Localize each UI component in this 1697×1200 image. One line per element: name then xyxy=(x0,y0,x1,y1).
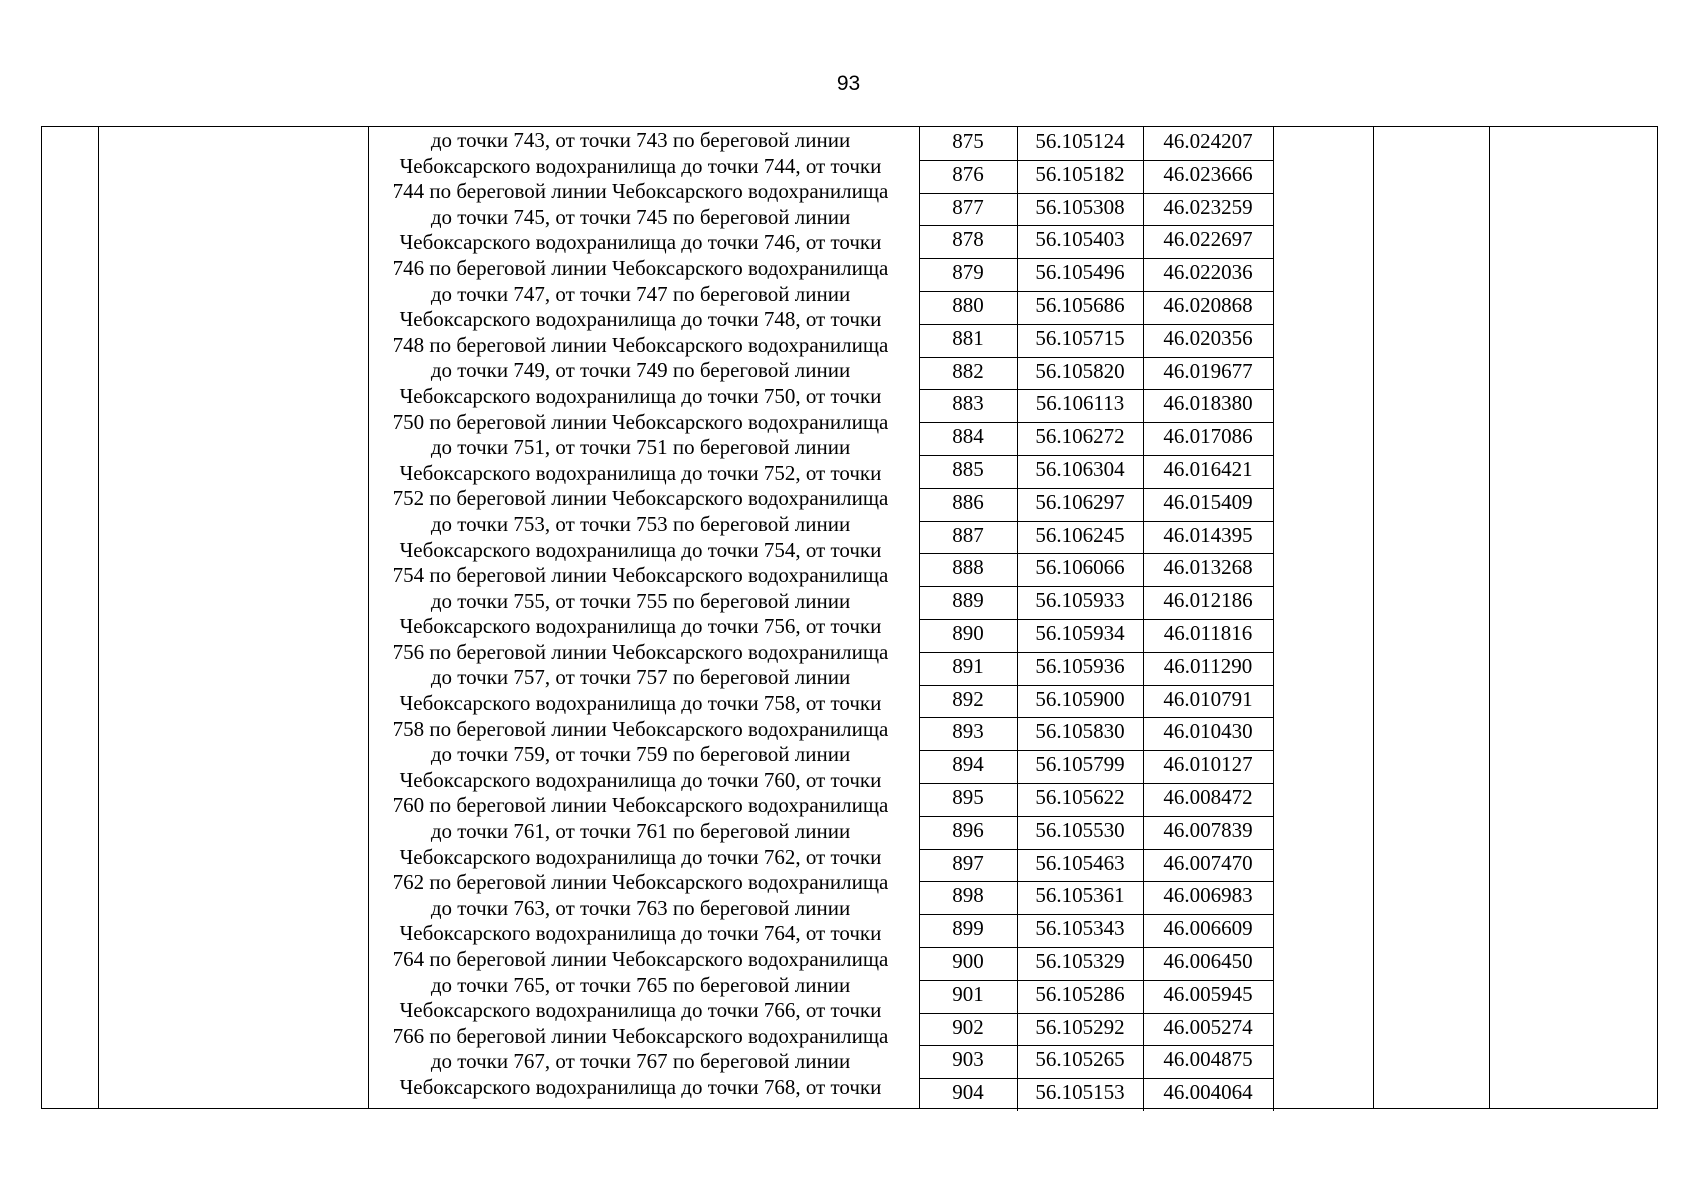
longitude-cell: 46.013268 xyxy=(1163,555,1253,580)
description-line: 760 по береговой линии Чебоксарского водохранилища xyxy=(392,793,889,818)
table-row xyxy=(919,389,1273,422)
point-number-cell: 879 xyxy=(952,260,984,285)
latitude-cell: 56.105329 xyxy=(1035,948,1125,973)
longitude-cell: 46.022697 xyxy=(1163,227,1253,252)
latitude-cell: 56.105496 xyxy=(1035,260,1125,285)
latitude-cell: 56.105530 xyxy=(1035,817,1125,842)
row-divider xyxy=(919,914,1273,915)
latitude-cell: 56.105463 xyxy=(1035,850,1125,875)
description-line: 744 по береговой линии Чебоксарского водохранилища xyxy=(392,179,889,204)
row-divider xyxy=(919,357,1273,358)
description-line: Чебоксарского водохранилища до точки 768, от точки xyxy=(399,1074,882,1099)
row-divider xyxy=(919,521,1273,522)
latitude-cell: 56.105286 xyxy=(1035,981,1125,1006)
description-line: до точки 759, от точки 759 по береговой линии xyxy=(430,742,851,767)
description-line: до точки 763, от точки 763 по береговой линии xyxy=(430,895,851,920)
description-line: 752 по береговой линии Чебоксарского водохранилища xyxy=(392,486,889,511)
latitude-cell: 56.105715 xyxy=(1035,325,1125,350)
latitude-cell: 56.105934 xyxy=(1035,620,1125,645)
table-row xyxy=(919,225,1273,258)
page-number: 93 xyxy=(836,72,861,95)
table-row xyxy=(919,881,1273,914)
description-line: Чебоксарского водохранилища до точки 744, от точки xyxy=(399,153,882,178)
column-divider xyxy=(1373,127,1374,1108)
row-divider xyxy=(919,291,1273,292)
boundary-description-cell xyxy=(368,128,913,1101)
table-row xyxy=(919,488,1273,521)
point-number-cell: 885 xyxy=(952,456,984,481)
latitude-cell: 56.106272 xyxy=(1035,424,1125,449)
row-divider xyxy=(919,1078,1273,1079)
latitude-cell: 56.105622 xyxy=(1035,784,1125,809)
table-row xyxy=(919,291,1273,324)
description-line: до точки 751, от точки 751 по береговой линии xyxy=(430,435,851,460)
table-row xyxy=(919,357,1273,390)
description-line: Чебоксарского водохранилища до точки 760, от точки xyxy=(399,767,882,792)
row-divider xyxy=(919,488,1273,489)
table-row xyxy=(919,947,1273,980)
description-line: Чебоксарского водохранилища до точки 762, от точки xyxy=(399,844,882,869)
latitude-cell: 56.106297 xyxy=(1035,489,1125,514)
row-divider xyxy=(919,1045,1273,1046)
point-number-cell: 878 xyxy=(952,227,984,252)
longitude-cell: 46.017086 xyxy=(1163,424,1253,449)
row-divider xyxy=(919,1013,1273,1014)
point-number-cell: 903 xyxy=(952,1047,984,1072)
longitude-cell: 46.023666 xyxy=(1163,161,1253,186)
point-number-cell: 897 xyxy=(952,850,984,875)
point-number-cell: 901 xyxy=(952,981,984,1006)
description-line: Чебоксарского водохранилища до точки 756, от точки xyxy=(399,614,882,639)
description-line: до точки 761, от точки 761 по береговой линии xyxy=(430,819,851,844)
row-divider xyxy=(919,258,1273,259)
table-row xyxy=(919,849,1273,882)
table-row xyxy=(919,980,1273,1013)
longitude-cell: 46.016421 xyxy=(1163,456,1253,481)
description-line: Чебоксарского водохранилища до точки 752, от точки xyxy=(399,460,882,485)
longitude-cell: 46.015409 xyxy=(1163,489,1253,514)
longitude-cell: 46.019677 xyxy=(1163,358,1253,383)
table-row xyxy=(919,652,1273,685)
longitude-cell: 46.007470 xyxy=(1163,850,1253,875)
description-line: 754 по береговой линии Чебоксарского водохранилища xyxy=(392,563,889,588)
longitude-cell: 46.020356 xyxy=(1163,325,1253,350)
row-divider xyxy=(919,816,1273,817)
latitude-cell: 56.105292 xyxy=(1035,1014,1125,1039)
latitude-cell: 56.105153 xyxy=(1035,1080,1125,1105)
row-divider xyxy=(919,586,1273,587)
row-divider xyxy=(919,324,1273,325)
description-line: до точки 765, от точки 765 по береговой линии xyxy=(430,972,851,997)
table-row xyxy=(919,1078,1273,1111)
table-row xyxy=(919,914,1273,947)
coordinates-table xyxy=(41,126,1658,1109)
point-number-cell: 888 xyxy=(952,555,984,580)
latitude-cell: 56.105830 xyxy=(1035,719,1125,744)
point-number-cell: 896 xyxy=(952,817,984,842)
table-row xyxy=(919,324,1273,357)
description-line: Чебоксарского водохранилища до точки 766, от точки xyxy=(399,998,882,1023)
point-number-cell: 883 xyxy=(952,391,984,416)
point-number-cell: 900 xyxy=(952,948,984,973)
row-divider xyxy=(919,783,1273,784)
point-number-cell: 891 xyxy=(952,653,984,678)
row-divider xyxy=(919,980,1273,981)
row-divider xyxy=(919,160,1273,161)
latitude-cell: 56.106245 xyxy=(1035,522,1125,547)
point-number-cell: 884 xyxy=(952,424,984,449)
description-line: 764 по береговой линии Чебоксарского водохранилища xyxy=(392,947,889,971)
longitude-cell: 46.005274 xyxy=(1163,1014,1253,1039)
longitude-cell: 46.005945 xyxy=(1163,981,1253,1006)
description-line: Чебоксарского водохранилища до точки 748, от точки xyxy=(399,307,882,332)
table-row xyxy=(919,422,1273,455)
row-divider xyxy=(919,455,1273,456)
point-number-cell: 899 xyxy=(952,916,984,941)
table-row xyxy=(919,783,1273,816)
longitude-cell: 46.010791 xyxy=(1163,686,1253,711)
longitude-cell: 46.010127 xyxy=(1163,752,1253,777)
latitude-cell: 56.105936 xyxy=(1035,653,1125,678)
latitude-cell: 56.105933 xyxy=(1035,588,1125,613)
latitude-cell: 56.105308 xyxy=(1035,194,1125,219)
description-line: до точки 767, от точки 767 по береговой линии xyxy=(430,1049,851,1074)
longitude-cell: 46.007839 xyxy=(1163,817,1253,842)
description-line: до точки 747, от точки 747 по береговой линии xyxy=(430,281,851,306)
description-line: 756 по береговой линии Чебоксарского водохранилища xyxy=(392,639,889,664)
point-number-cell: 875 xyxy=(952,129,984,153)
table-row xyxy=(919,816,1273,849)
longitude-cell: 46.011816 xyxy=(1163,620,1253,645)
latitude-cell: 56.105182 xyxy=(1035,161,1125,186)
row-divider xyxy=(919,553,1273,554)
longitude-cell: 46.011290 xyxy=(1163,653,1253,678)
latitude-cell: 56.105361 xyxy=(1035,883,1125,908)
row-divider xyxy=(919,225,1273,226)
column-divider xyxy=(1489,127,1490,1108)
point-number-cell: 880 xyxy=(952,292,984,317)
latitude-cell: 56.106113 xyxy=(1035,391,1125,416)
table-row xyxy=(919,750,1273,783)
point-number-cell: 898 xyxy=(952,883,984,908)
description-line: Чебоксарского водохранилища до точки 746, от точки xyxy=(399,230,882,255)
description-line: Чебоксарского водохранилища до точки 758, от точки xyxy=(399,691,882,716)
description-line: 746 по береговой линии Чебоксарского водохранилища xyxy=(392,255,889,280)
point-number-cell: 893 xyxy=(952,719,984,744)
longitude-cell: 46.004064 xyxy=(1163,1080,1253,1105)
table-row xyxy=(919,1013,1273,1046)
point-number-cell: 902 xyxy=(952,1014,984,1039)
table-row xyxy=(919,586,1273,619)
row-divider xyxy=(919,947,1273,948)
table-row xyxy=(919,1045,1273,1078)
coordinate-rows xyxy=(919,127,1273,1111)
longitude-cell: 46.022036 xyxy=(1163,260,1253,285)
table-row xyxy=(919,455,1273,488)
point-number-cell: 877 xyxy=(952,194,984,219)
longitude-cell: 46.014395 xyxy=(1163,522,1253,547)
longitude-cell: 46.008472 xyxy=(1163,784,1253,809)
description-line: до точки 757, от точки 757 по береговой линии xyxy=(430,665,851,690)
row-divider xyxy=(919,389,1273,390)
description-line: Чебоксарского водохранилища до точки 764, от точки xyxy=(399,921,882,946)
table-row xyxy=(919,193,1273,226)
table-row xyxy=(919,717,1273,750)
point-number-cell: 881 xyxy=(952,325,984,350)
description-line: 762 по береговой линии Чебоксарского водохранилища xyxy=(392,870,889,895)
latitude-cell: 56.106304 xyxy=(1035,456,1125,481)
longitude-cell: 46.023259 xyxy=(1163,194,1253,219)
longitude-cell: 46.024207 xyxy=(1163,129,1253,153)
description-line: до точки 753, от точки 753 по береговой линии xyxy=(430,511,851,536)
latitude-cell: 56.105403 xyxy=(1035,227,1125,252)
latitude-cell: 56.105900 xyxy=(1035,686,1125,711)
latitude-cell: 56.105343 xyxy=(1035,916,1125,941)
row-divider xyxy=(919,652,1273,653)
longitude-cell: 46.006983 xyxy=(1163,883,1253,908)
description-line: Чебоксарского водохранилища до точки 750, от точки xyxy=(399,383,882,408)
point-number-cell: 894 xyxy=(952,752,984,777)
latitude-cell: 56.105265 xyxy=(1035,1047,1125,1072)
column-divider xyxy=(98,127,99,1108)
row-divider xyxy=(919,750,1273,751)
point-number-cell: 886 xyxy=(952,489,984,514)
table-row xyxy=(919,258,1273,291)
table-row xyxy=(919,160,1273,193)
table-row xyxy=(919,553,1273,586)
column-divider xyxy=(1273,127,1274,1111)
point-number-cell: 895 xyxy=(952,784,984,809)
latitude-cell: 56.106066 xyxy=(1035,555,1125,580)
point-number-cell: 890 xyxy=(952,620,984,645)
longitude-cell: 46.006450 xyxy=(1163,948,1253,973)
description-line: до точки 743, от точки 743 по береговой линии xyxy=(430,128,851,152)
latitude-cell: 56.105124 xyxy=(1035,129,1125,153)
point-number-cell: 904 xyxy=(952,1080,984,1105)
longitude-cell: 46.012186 xyxy=(1163,588,1253,613)
longitude-cell: 46.010430 xyxy=(1163,719,1253,744)
row-divider xyxy=(919,881,1273,882)
description-line: 748 по береговой линии Чебоксарского водохранилища xyxy=(392,332,889,357)
table-row xyxy=(919,685,1273,718)
row-divider xyxy=(919,422,1273,423)
longitude-cell: 46.006609 xyxy=(1163,916,1253,941)
longitude-cell: 46.020868 xyxy=(1163,292,1253,317)
point-number-cell: 889 xyxy=(952,588,984,613)
row-divider xyxy=(919,685,1273,686)
latitude-cell: 56.105799 xyxy=(1035,752,1125,777)
point-number-cell: 892 xyxy=(952,686,984,711)
point-number-cell: 887 xyxy=(952,522,984,547)
description-line: 758 по береговой линии Чебоксарского водохранилища xyxy=(392,716,889,741)
description-line: 766 по береговой линии Чебоксарского водохранилища xyxy=(392,1023,889,1048)
point-number-cell: 876 xyxy=(952,161,984,186)
latitude-cell: 56.105820 xyxy=(1035,358,1125,383)
row-divider xyxy=(919,849,1273,850)
longitude-cell: 46.018380 xyxy=(1163,391,1253,416)
description-line: Чебоксарского водохранилища до точки 754, от точки xyxy=(399,537,882,562)
row-divider xyxy=(919,193,1273,194)
longitude-cell: 46.004875 xyxy=(1163,1047,1253,1072)
description-line: 750 по береговой линии Чебоксарского водохранилища xyxy=(392,409,889,434)
point-number-cell: 882 xyxy=(952,358,984,383)
description-line: до точки 745, от точки 745 по береговой линии xyxy=(430,204,851,229)
row-divider xyxy=(919,619,1273,620)
table-row xyxy=(919,619,1273,652)
table-row xyxy=(919,521,1273,554)
row-divider xyxy=(919,717,1273,718)
table-row xyxy=(919,127,1273,160)
latitude-cell: 56.105686 xyxy=(1035,292,1125,317)
description-line: до точки 749, от точки 749 по береговой линии xyxy=(430,358,851,383)
description-line: до точки 755, от точки 755 по береговой линии xyxy=(430,588,851,613)
